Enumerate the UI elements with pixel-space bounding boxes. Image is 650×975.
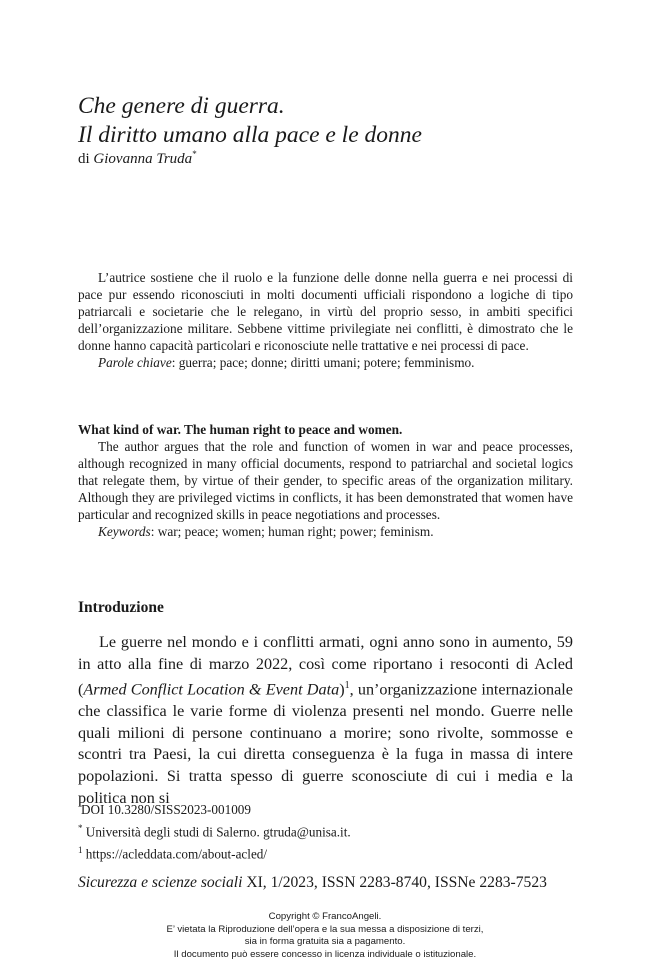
footnotes <box>78 800 351 864</box>
author-name: Giovanna Truda <box>93 151 193 167</box>
keywords-label-en: Keywords <box>98 524 151 539</box>
affiliation-text: Università degli studi di Salerno. gtruda@unisa.it. <box>85 824 351 840</box>
keywords-list-en: : war; peace; women; human right; power; feminism. <box>150 524 434 539</box>
section-heading: Introduzione <box>78 599 164 616</box>
copyright-line-3: sia in forma gratuita sia a pagamento. <box>244 936 406 947</box>
journal-details: XI, 1/2023, ISSN 2283-8740, ISSNe 2283-7523 <box>246 874 547 891</box>
abstract-english-text: The author argues that the role and function of women in war and peace processes, although recognized in many official documents, respond to patriarchal and societal logics that relegate them, by virtue of their gender, to specific areas of the organization military. Although they are privileged victims in conflicts, it has been demonstrated that women have particular and recognized skills in peace negotiations and processes. <box>78 439 573 522</box>
acled-full-name: Armed Conflict Location & Event Data <box>83 680 340 699</box>
keywords-list-it: : guerra; pace; donne; diritti umani; potere; femminismo. <box>171 355 475 370</box>
title-line-2: Il diritto umano alla pace e le donne <box>78 122 422 148</box>
abstract-italian <box>78 269 573 371</box>
copyright-notice <box>0 911 650 961</box>
abstract-english <box>78 421 573 540</box>
footnote-1-link[interactable]: https://acleddata.com/about-acled/ <box>85 846 268 862</box>
footnote-1-mark: 1 <box>78 845 83 856</box>
body-text-part-a: Le guerre nel mondo e i conflitti armati, ogni anno sono in aumento, 59 in atto alla fine di marzo 2022, così come riportano i resoconti di Acled ( <box>78 633 573 699</box>
body-text-part-b: , un’organizzazione internazionale che classifica le varie forme di violenza presenti nel mondo. Guerre nelle quali milioni di persone continuano a morire; sono rivolte, sommosse e scontri tra Paesi, la cui diretta conseguenza è la fuga in massa di intere popolazioni. Si tratta spesso di guerre sconosciute di cui i media e la politica non si <box>78 680 573 807</box>
author-footnote-mark: * <box>192 149 197 159</box>
doi: DOI 10.3280/SISS2023-001009 <box>81 802 251 817</box>
title-line-1: Che genere di guerra. <box>78 93 285 119</box>
body-paren-close: ) <box>339 680 345 699</box>
footnote-affiliation <box>78 819 351 841</box>
abstract-italian-text: L’autrice sostiene che il ruolo e la funzione delle donne nella guerra e nei processi di pace pur essendo riconosciuti in molti documenti ufficiali rispondono a logiche di tipo patriarcali e societarie che le relegano, in virtù del proprio sesso, in ambiti specifici dell’organizzazione militare. Sebbene vittime privilegiate nei conflitti, è dimostrato che le donne hanno capacità particolari e riconosciute nelle trattative e nei processi di pace. <box>78 270 573 353</box>
copyright-line-4: Il documento può essere concesso in licenza individuale o istituzionale. <box>173 948 477 960</box>
article-title <box>78 92 422 150</box>
abstract-english-heading: What kind of war. The human right to peace and women. <box>78 422 403 437</box>
abstract-italian-keywords <box>78 354 573 371</box>
affiliation-mark: * <box>78 823 83 833</box>
keywords-label-it: Parole chiave <box>98 355 172 370</box>
copyright-line-2: E’ vietata la Riproduzione dell’opera e la sua messa a disposizione di terzi, <box>166 923 484 935</box>
journal-name: Sicurezza e scienze sociali <box>78 874 243 891</box>
copyright-line-1: Copyright © FrancoAngeli. <box>268 911 382 922</box>
abstract-english-keywords <box>78 523 573 540</box>
footnote-1 <box>78 841 351 863</box>
author-byline <box>78 149 197 168</box>
body-paragraph <box>78 632 573 809</box>
byline-prefix: di <box>78 151 90 167</box>
journal-citation <box>78 874 547 892</box>
footnote-ref-1: 1 <box>344 680 350 692</box>
